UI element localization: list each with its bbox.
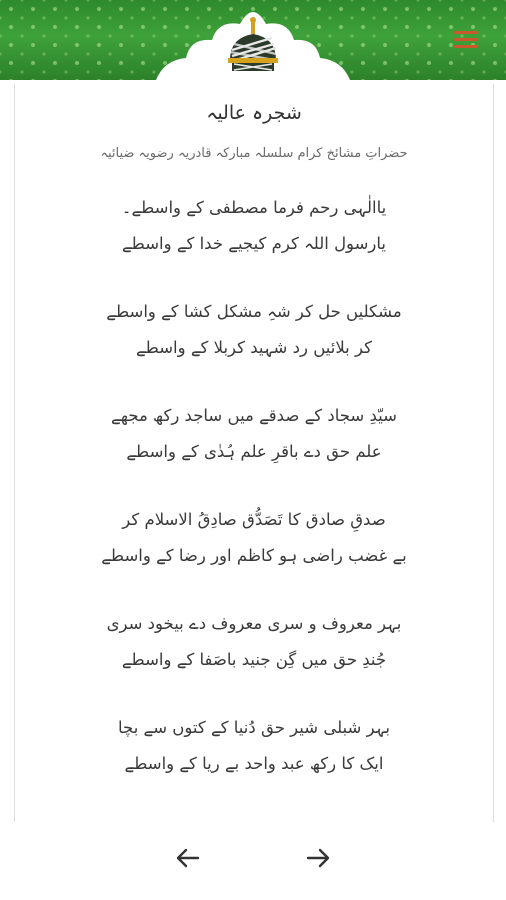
verse-line: بے غضب راضی ہو کاظم اور رضا کے واسطے: [101, 546, 407, 565]
verse-line: جُندِ حق میں گِن جنید باصَفا کے واسطے: [121, 650, 387, 669]
dome-minaret-icon: [156, 0, 350, 80]
header-banner: [0, 0, 506, 80]
menu-bar: [454, 31, 478, 34]
verse-line: سیّدِ سجاد کے صدقے میں ساجد رکھ مجھے: [111, 406, 397, 425]
verse-line: کر بلائیں رد شہید کربلا کے واسطے: [136, 338, 372, 357]
stanza: [15, 398, 493, 470]
arrow-left-icon: [170, 842, 206, 874]
verse-line: بہر شبلی شیر حق دُنیا کے کتوں سے بچا: [118, 718, 390, 737]
menu-bar: [454, 45, 478, 48]
page-title: شجرہ عالیہ: [206, 102, 302, 124]
verse-line: صدقِ صادق کا تَصَدُّق صادِقُ الاسلام کر: [122, 510, 386, 529]
verse-line: یارسول اللہ کرم کیجیے خدا کے واسطے: [122, 234, 386, 253]
stanza: [15, 710, 493, 782]
stanza: [15, 294, 493, 366]
verse-line: علم حق دے باقرِ علم ہُدٰی کے واسطے: [126, 442, 382, 461]
verse-line: ایک کا رکھ عبد واحد بے ریا کے واسطے: [124, 754, 384, 773]
stanza: [15, 502, 493, 574]
verse-line: یاالٰہی رحم فرما مصطفی کے واسطے۔: [121, 198, 387, 217]
next-page-button[interactable]: [300, 842, 336, 874]
stanza: [15, 606, 493, 678]
prev-page-button[interactable]: [170, 842, 206, 874]
arrow-right-icon: [300, 842, 336, 874]
verse-line: مشکلیں حل کر شہِ مشکل کشا کے واسطے: [106, 302, 402, 321]
verse-line: بہر معروف و سری معروف دے بیخود سری: [106, 614, 402, 633]
menu-button[interactable]: [450, 26, 482, 52]
content-card: [14, 84, 494, 822]
page-subtitle: حضراتِ مشائخ کرام سلسلہ مبارکہ قادریہ رضویہ ضیائیہ: [100, 146, 408, 161]
menu-bar: [454, 38, 478, 41]
stanza: [15, 190, 493, 262]
